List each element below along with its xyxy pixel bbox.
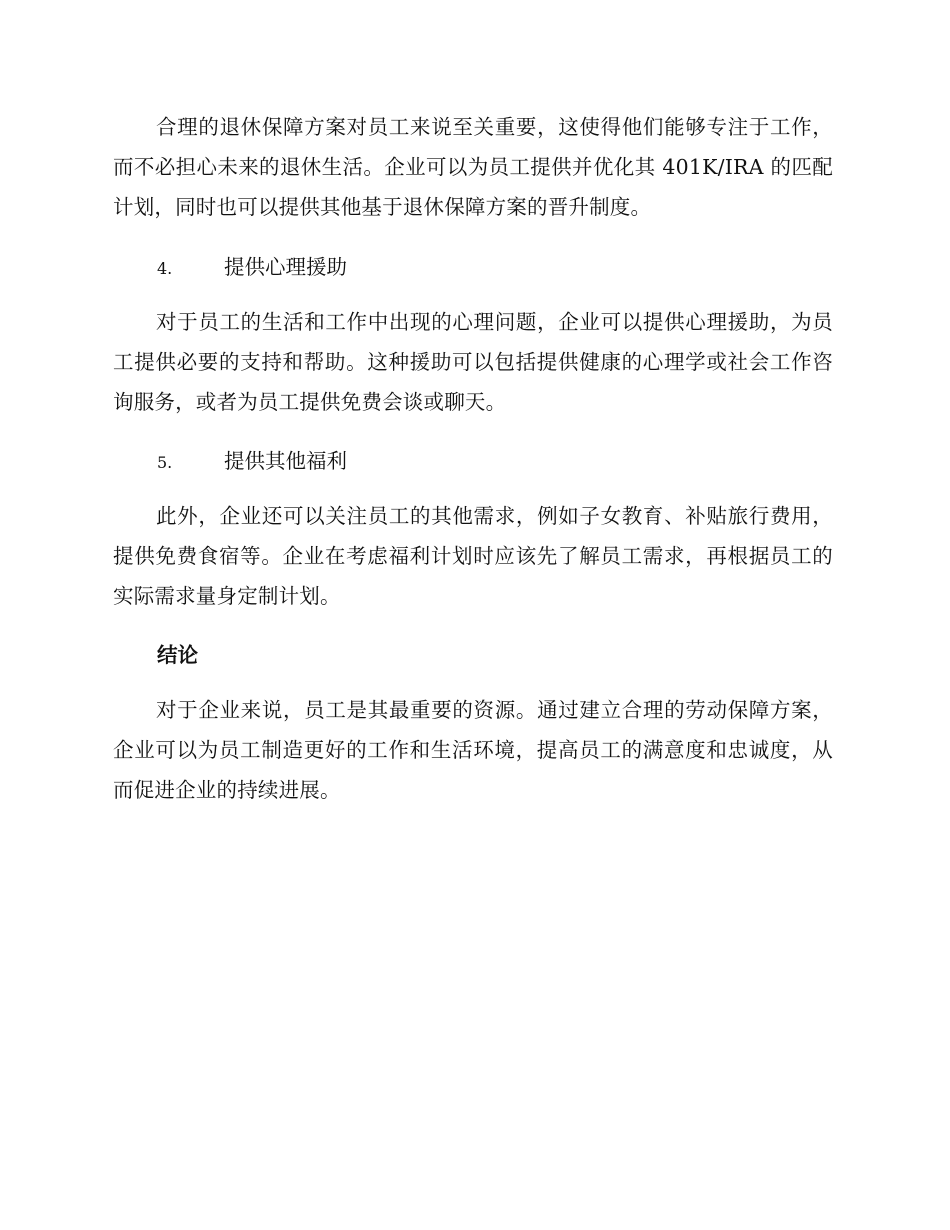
list-number: 5. bbox=[157, 453, 173, 472]
retirement-paragraph: 合理的退休保障方案对员工来说至关重要，这使得他们能够专注于工作，而不必担心未来的退休生活。企业可以为员工提供并优化其 401K/IRA 的匹配计划，同时也可以提供其他基于退休保障方案的晋升制度。 bbox=[113, 115, 833, 219]
list-item-other-benefits bbox=[157, 441, 347, 483]
conclusion-heading: 结论 bbox=[157, 643, 198, 667]
list-title: 提供心理援助 bbox=[224, 255, 347, 279]
psychological-aid-paragraph: 对于员工的生活和工作中出现的心理问题，企业可以提供心理援助，为员工提供必要的支持和帮助。这种援助可以包括提供健康的心理学或社会工作咨询服务，或者为员工提供免费会谈或聊天。 bbox=[113, 310, 833, 414]
conclusion-paragraph: 对于企业来说，员工是其最重要的资源。通过建立合理的劳动保障方案，企业可以为员工制造更好的工作和生活环境，提高员工的满意度和忠诚度，从而促进企业的持续进展。 bbox=[113, 698, 833, 802]
list-number: 4. bbox=[157, 259, 173, 278]
list-title: 提供其他福利 bbox=[224, 449, 347, 473]
list-item-psychological-aid bbox=[157, 247, 347, 289]
other-benefits-paragraph: 此外，企业还可以关注员工的其他需求，例如子女教育、补贴旅行费用，提供免费食宿等。企业在考虑福利计划时应该先了解员工需求，再根据员工的实际需求量身定制计划。 bbox=[113, 504, 833, 608]
